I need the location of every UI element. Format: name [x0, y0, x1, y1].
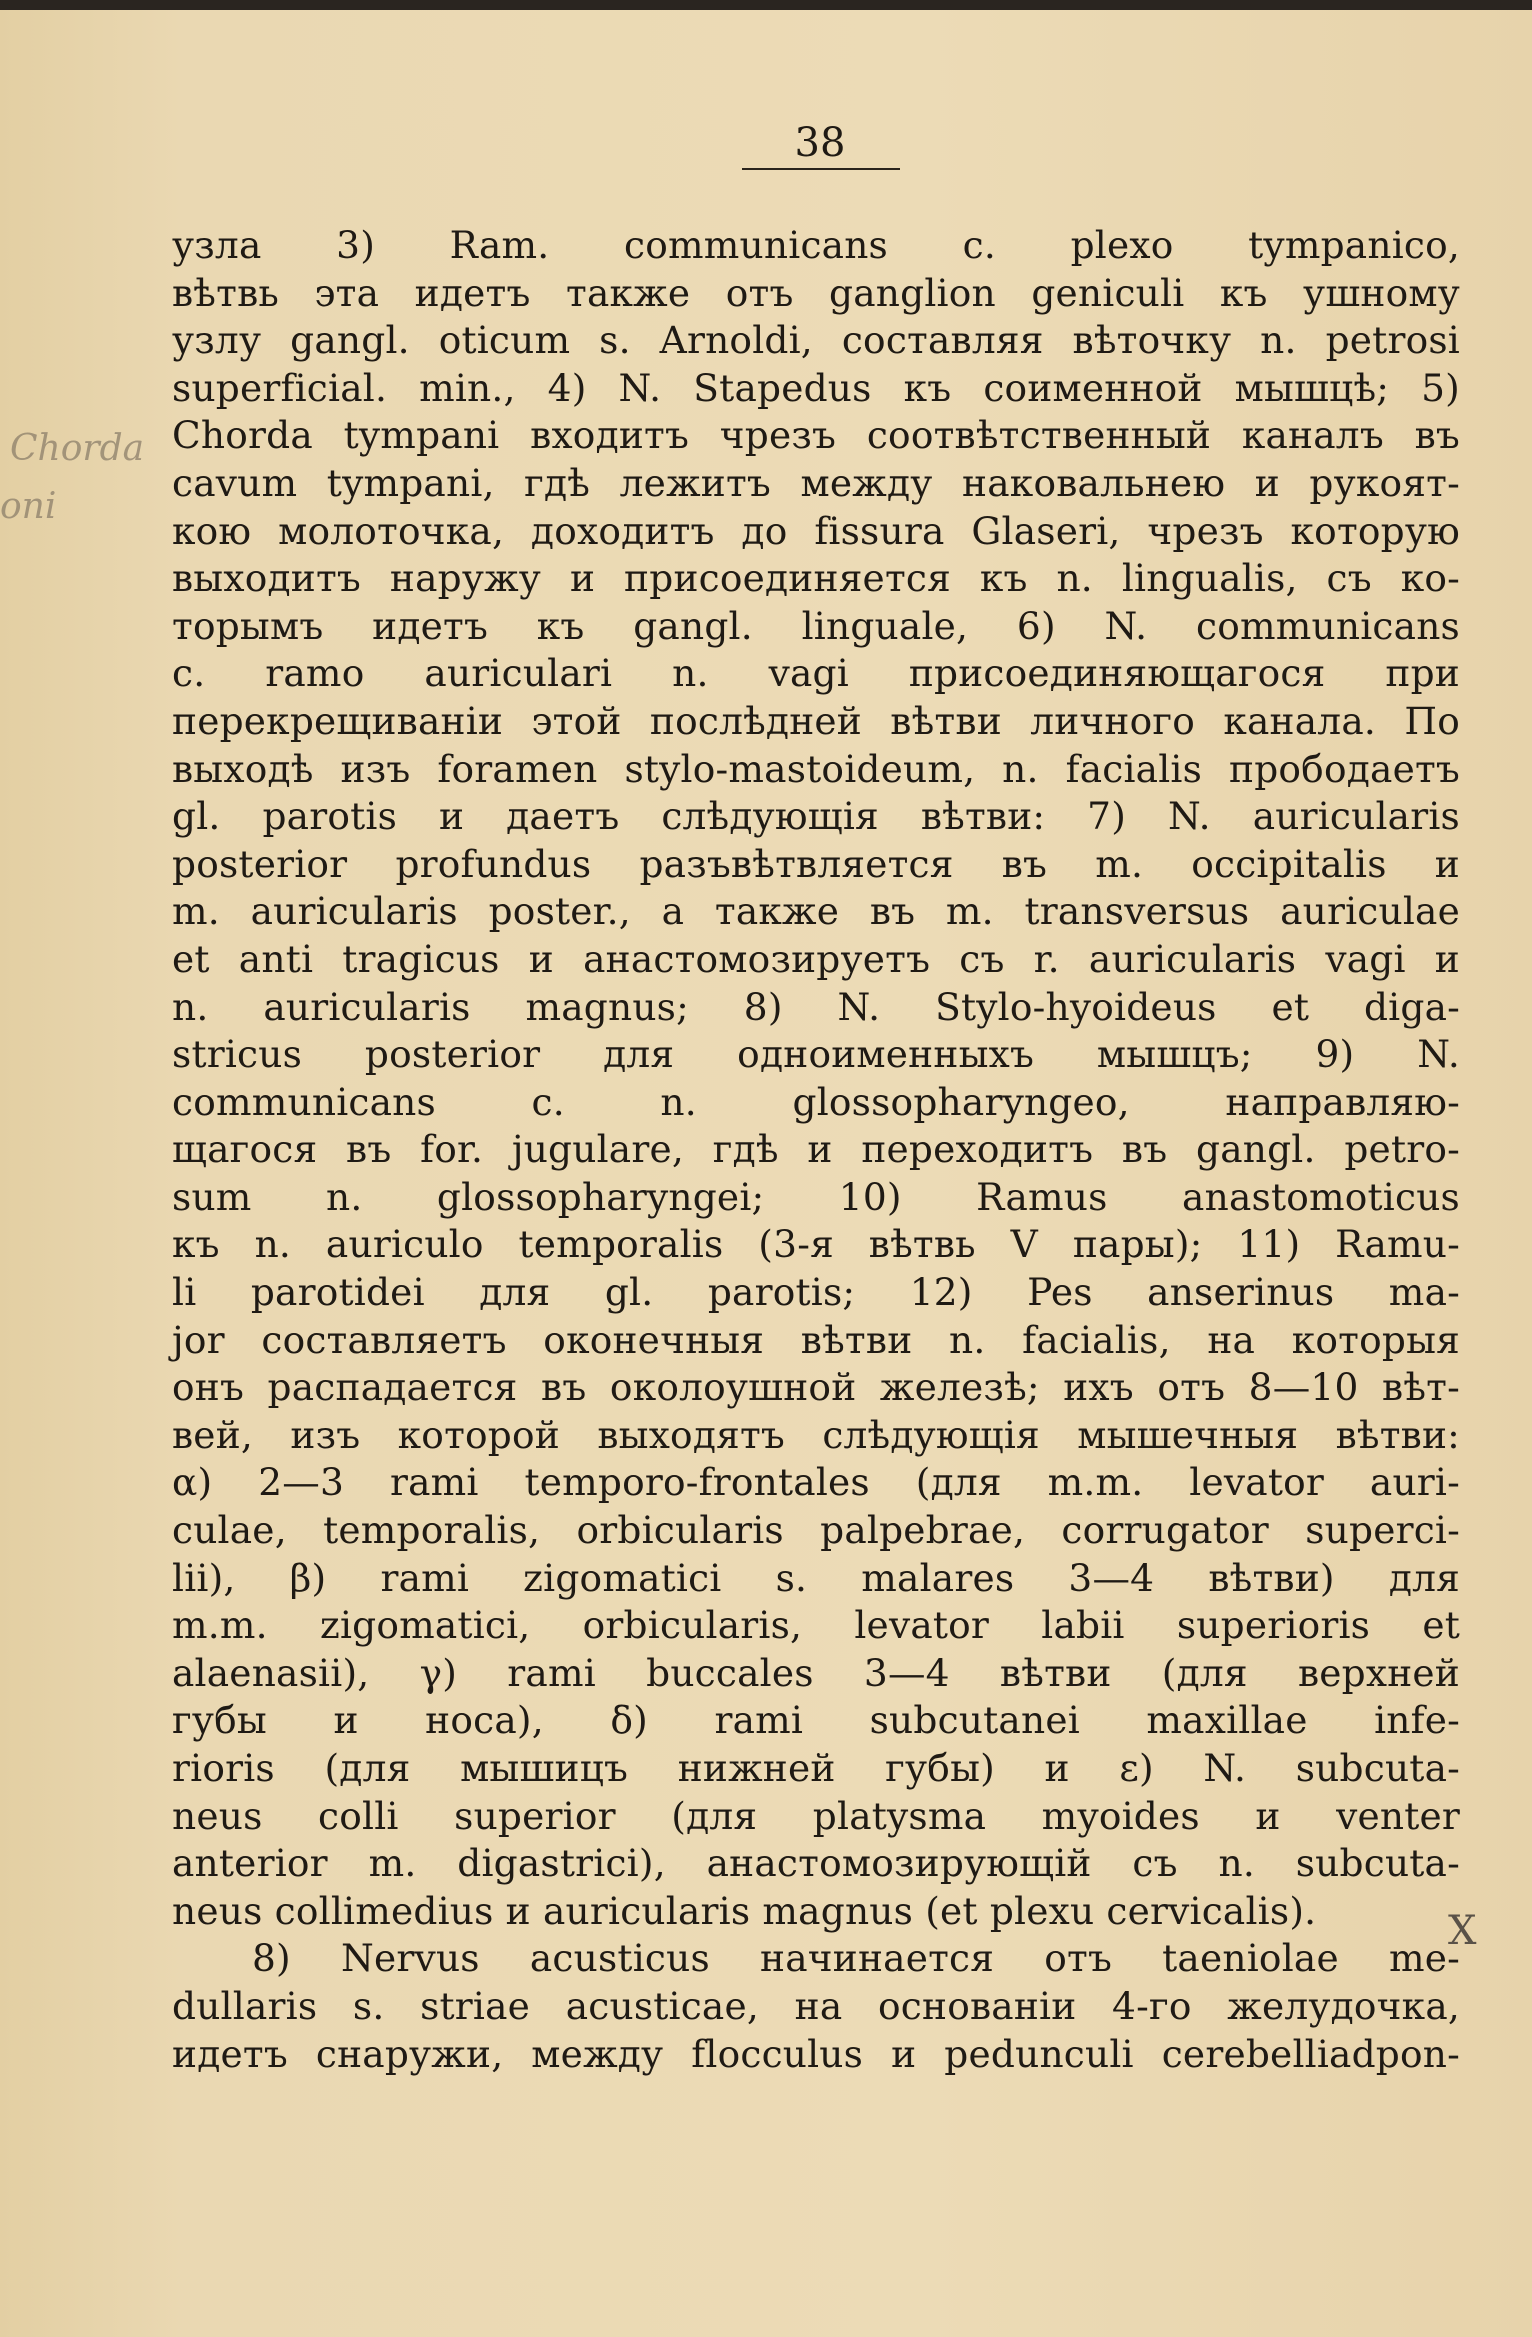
text-line: идетъ снаружи, между flocculus и pedunculi cerebelliadpon-	[172, 2031, 1460, 2076]
text-line: n. auricularis magnus; 8) N. Stylo-hyoideus et diga-	[172, 984, 1460, 1029]
page-number-rule	[742, 168, 900, 170]
text-line: culae, temporalis, orbicularis palpebrae, corrugator superci-	[172, 1508, 1460, 1553]
text-line: щагося въ for. jugulare, гдѣ и переходитъ въ gangl. petro-	[172, 1127, 1460, 1172]
text-line: et anti tragicus и анастомозируетъ съ r. auricularis vagi и	[172, 936, 1460, 981]
text-line: α) 2—3 rami temporo-frontales (для m.m. levator auri-	[172, 1460, 1460, 1505]
text-line: stricus posterior для одноименныхъ мышцъ; 9) N.	[172, 1032, 1460, 1077]
text-line: m. auricularis poster., а также въ m. transversus auriculae	[172, 889, 1460, 934]
margin-note-chorda: Chorda	[10, 428, 145, 469]
text-line: li parotidei для gl. parotis; 12) Pes anserinus ma-	[172, 1270, 1460, 1315]
margin-x-mark: X	[1448, 1908, 1477, 1954]
text-line: lii), β) rami zigomatici s. malares 3—4 вѣтви) для	[172, 1555, 1460, 1600]
body-text	[172, 222, 1460, 2078]
text-line: къ n. auriculo temporalis (3-я вѣтвь V пары); 11) Ramu-	[172, 1222, 1460, 1267]
text-line: кою молоточка, доходитъ до fissura Glaseri, чрезъ которую	[172, 508, 1460, 553]
text-line: superficial. min., 4) N. Stapedus къ соименной мышцѣ; 5)	[172, 365, 1460, 410]
text-line: онъ распадается въ околоушной железѣ; ихъ отъ 8—10 вѣт-	[172, 1365, 1460, 1410]
text-line: губы и носа), δ) rami subcutanei maxillae infe-	[172, 1698, 1460, 1743]
text-line: m.m. zigomatici, orbicularis, levator labii superioris et	[172, 1603, 1460, 1648]
text-line: Chorda tympani входитъ чрезъ соотвѣтственный каналъ въ	[172, 413, 1460, 458]
margin-note-oni: oni	[0, 486, 57, 527]
text-line: торымъ идетъ къ gangl. linguale, 6) N. communicans	[172, 603, 1460, 648]
text-line: узла 3) Ram. communicans c. plexo tympanico,	[172, 223, 1460, 267]
text-line: neus collimedius и auricularis magnus (et plexu cervicalis).	[172, 1888, 1317, 1933]
text-line: вей, изъ которой выходятъ слѣдующія мышечныя вѣтви:	[172, 1412, 1460, 1457]
text-line: sum n. glossopharyngei; 10) Ramus anastomoticus	[172, 1174, 1460, 1219]
text-line: dullaris s. striae acusticae, на основаніи 4-го желудочка,	[172, 1983, 1460, 2028]
text-line: rioris (для мышицъ нижней губы) и ε) N. subcuta-	[172, 1746, 1460, 1790]
text-line: neus colli superior (для platysma myoides и venter	[172, 1793, 1460, 1838]
text-line: перекрещиваніи этой послѣдней вѣтви личного канала. По	[172, 698, 1460, 743]
text-line: gl. parotis и даетъ слѣдующія вѣтви: 7) N. auricularis	[172, 794, 1460, 839]
text-line: узлу gangl. oticum s. Arnoldi, составляя вѣточку n. petrosi	[172, 318, 1460, 363]
text-line: cavum tympani, гдѣ лежитъ между наковальнею и рукоят-	[172, 460, 1460, 505]
text-line: alaenasii), γ) rami buccales 3—4 вѣтви (для верхней	[172, 1650, 1460, 1695]
paragraph-start-line: 8) Nervus acusticus начинается отъ taeniolae me-	[252, 1936, 1460, 1981]
page-number: 38	[794, 120, 846, 166]
text-line: c. ramo auriculari n. vagi присоединяющагося при	[172, 651, 1460, 696]
text-line: вѣтвь эта идетъ также отъ ganglion geniculi къ ушному	[172, 270, 1460, 315]
text-line: communicans c. n. glossopharyngeo, направляю-	[172, 1079, 1460, 1124]
text-line: выходитъ наружу и присоединяется къ n. lingualis, съ ко-	[172, 556, 1460, 601]
text-line: выходѣ изъ foramen stylo-mastoideum, n. facialis прободаетъ	[172, 746, 1460, 791]
text-line: anterior m. digastrici), анастомозирующій съ n. subcuta-	[172, 1841, 1460, 1886]
page-top-edge	[0, 0, 1532, 10]
text-line: posterior profundus разъвѣтвляется въ m. occipitalis и	[172, 841, 1460, 886]
text-line: jor составляетъ оконечныя вѣтви n. facialis, на которыя	[172, 1317, 1460, 1362]
